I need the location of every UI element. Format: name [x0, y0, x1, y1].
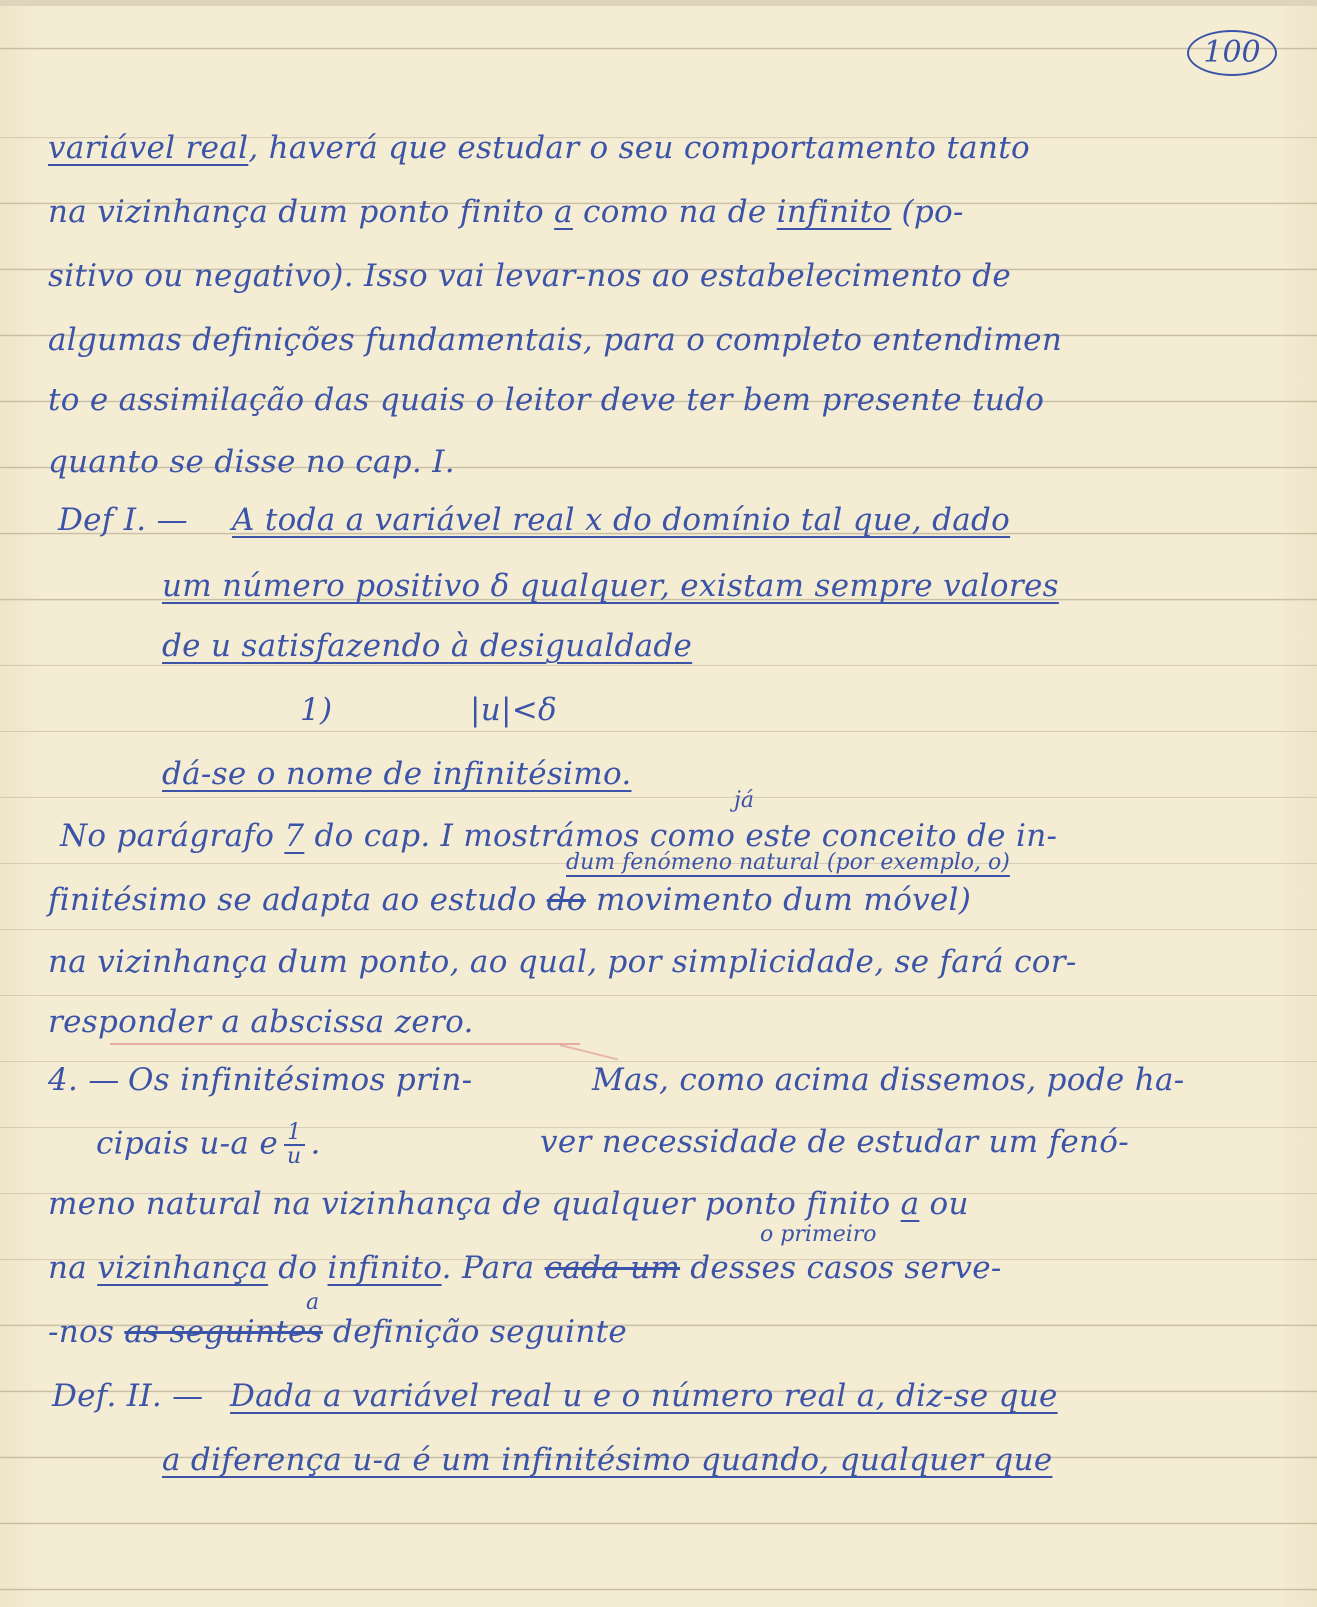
section4-margin-title-line1: Os infinitésimos prin- — [128, 1062, 473, 1098]
struck-do: do — [546, 882, 586, 918]
variable-a: a — [554, 194, 573, 230]
paragraph2-line1-after-number: do cap. I mostrámos — [304, 818, 640, 854]
vizinhanca-underlined: vizinhança — [97, 1250, 269, 1286]
section4-line3-after: ou — [919, 1186, 969, 1222]
def2-line1: Dada a variável real u e o número real a, diz-se que — [230, 1378, 1058, 1414]
paragraph1-line4: algumas definições fundamentais, para o completo entendimen — [48, 322, 1063, 358]
paragraph1-line1 — [48, 128, 1030, 168]
section4-margin-title-line2: cipais u-a e $\frac{1}{u}$ . — [96, 1120, 321, 1169]
def1-line3: de u satisfazendo à desigualdade — [162, 628, 693, 664]
fraction-one-over-u — [284, 1122, 304, 1168]
section4-line3 — [48, 1184, 969, 1224]
paragraph1-line2-after: (po- — [891, 194, 964, 230]
section4-line5-after: definição seguinte — [322, 1314, 628, 1350]
def1-line4: dá-se o nome de infinitésimo. — [162, 756, 632, 792]
section4-line3-before: meno natural na vizinhança de qualquer ponto finito — [48, 1186, 901, 1222]
paragraph2-line2-before: finitésimo se adapta ao — [48, 882, 430, 918]
def2-line2: a diferença u-a é um infinitésimo quando, qualquer que — [162, 1442, 1053, 1478]
paragraph1-line3: sitivo ou negativo). Isso vai levar-nos ao estabelecimento de — [48, 258, 1012, 294]
struck-cada-um: cada um — [544, 1250, 681, 1286]
paragraph2-line2 — [48, 880, 971, 920]
section4-line4-after: desses casos serve- — [680, 1250, 1002, 1286]
def1-line2: um número positivo δ qualquer, existam sempre valores — [162, 568, 1059, 604]
section4-line5 — [48, 1312, 627, 1352]
paragraph-number-7: 7 — [284, 818, 305, 854]
section4-variable-a: a — [900, 1186, 920, 1222]
insert-ja: já — [734, 788, 754, 813]
paper-top-edge — [0, 0, 1317, 6]
fraction-numerator: 1 — [284, 1122, 304, 1146]
section4-line4-before: na — [48, 1250, 98, 1286]
section4-number: 4. — — [48, 1062, 120, 1098]
insert-a: a — [306, 1290, 320, 1315]
section4-line4-para: . Para — [441, 1250, 545, 1286]
paragraph2-line4: responder a abscissa zero. — [48, 1004, 474, 1040]
paragraph2-line1-before: No parágrafo — [60, 818, 285, 854]
section4-line5-before: -nos — [48, 1314, 125, 1350]
paragraph1-line2-middle: como na de — [572, 194, 777, 230]
paragraph1-line2-before: na vizinhança dum ponto finito — [48, 194, 544, 230]
def1-label: Def I. — — [58, 502, 188, 538]
fraction-denominator: u — [287, 1144, 302, 1169]
paragraph1-line5: to e assimilação das quais o leitor deve ter bem presente tudo — [48, 382, 1045, 418]
section4-line4 — [48, 1248, 1002, 1288]
red-margin-mark — [110, 1043, 580, 1045]
variavel-real-underlined: variável real — [48, 130, 249, 166]
infinito-underlined: infinito — [776, 194, 892, 230]
section4-line1: Mas, como acima dissemos, pode ha- — [592, 1062, 1185, 1098]
paragraph1-line1-rest: , haverá que estudar o seu comportamento tanto — [248, 130, 1030, 166]
insert-o-primeiro: o primeiro — [760, 1222, 877, 1247]
paragraph2-line1-after: como este conceito de in- — [639, 818, 1058, 854]
paragraph2-line3: na vizinhança dum ponto, ao qual, por simplicidade, se fará cor- — [48, 944, 1077, 980]
paragraph1-line6: quanto se disse no cap. I. — [48, 444, 455, 480]
paragraph2-line2-after: movimento dum móvel) — [585, 882, 972, 918]
formula-inequality: |u|<δ — [470, 692, 557, 728]
section4-line2: ver necessidade de estudar um fenó- — [540, 1124, 1130, 1160]
formula-label: 1) — [300, 692, 333, 728]
paragraph1-line2 — [48, 192, 964, 232]
section4-line4-middle: do — [268, 1250, 328, 1286]
red-margin-diagonal — [560, 1044, 619, 1060]
infinito2-underlined: infinito — [327, 1250, 442, 1286]
section4-margin-title-line2-text: cipais u-a e — [96, 1125, 279, 1162]
def2-label: Def. II. — — [52, 1378, 204, 1414]
struck-as-seguintes: as seguintes — [124, 1314, 323, 1350]
def1-line1: A toda a variável real x do domínio tal que, dado — [232, 502, 1011, 538]
paragraph2-line2-estudo: estudo — [429, 882, 537, 918]
page-number: 100 — [1187, 30, 1277, 76]
insert-fenomeno-natural: dum fenómeno natural (por exemplo, o) — [566, 850, 1010, 875]
